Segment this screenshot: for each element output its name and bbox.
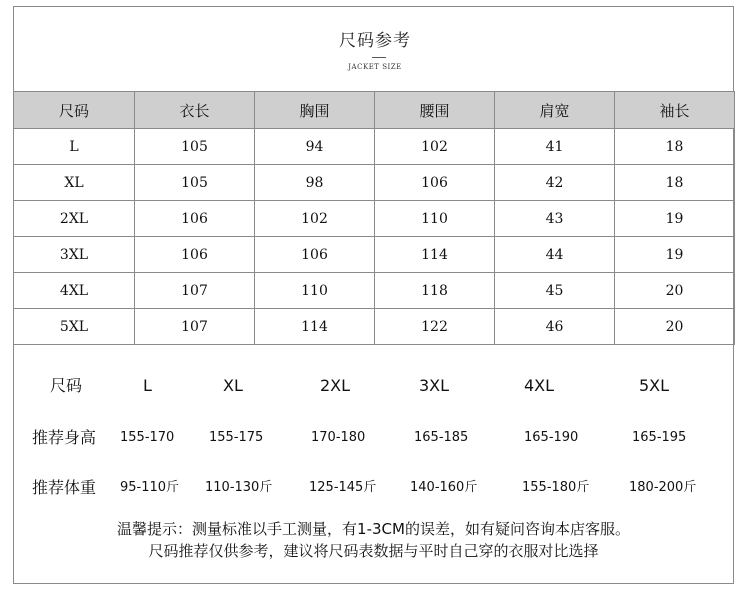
recommend-weight: 95-110斤 (120, 480, 180, 495)
cell: 110 (255, 273, 375, 309)
cell: 4XL (14, 273, 135, 309)
table-row (14, 273, 735, 309)
recommend-size: 2XL (320, 376, 351, 395)
cell: 42 (495, 165, 615, 201)
cell: 114 (375, 237, 495, 273)
recommend-size: 3XL (419, 376, 450, 395)
size-table (13, 91, 735, 345)
cell: 107 (135, 273, 255, 309)
cell: 19 (615, 237, 735, 273)
recommend-weight: 125-145斤 (309, 480, 377, 495)
recommend-weight-row (13, 473, 734, 503)
cell: 43 (495, 201, 615, 237)
cell: 122 (375, 309, 495, 345)
cell: 118 (375, 273, 495, 309)
table-row (14, 237, 735, 273)
notice-line-1: 温馨提示：测量标准以手工测量，有1-3CM的误差，如有疑问咨询本店客服。 (117, 520, 630, 538)
header-length: 衣长 (135, 92, 255, 129)
recommend-size: 4XL (524, 376, 555, 395)
title-divider (372, 57, 386, 58)
cell: 102 (375, 129, 495, 165)
recommend-size-label: 尺码 (50, 376, 83, 395)
cell: 114 (255, 309, 375, 345)
cell: 46 (495, 309, 615, 345)
recommend-weight-label: 推荐体重 (32, 478, 97, 497)
recommend-height: 155-170 (120, 430, 175, 445)
cell: 41 (495, 129, 615, 165)
recommend-weight: 155-180斤 (522, 480, 590, 495)
recommend-weight: 110-130斤 (205, 480, 273, 495)
size-table-header (14, 92, 735, 129)
header-chest: 胸围 (255, 92, 375, 129)
notice-line-2: 尺码推荐仅供参考，建议将尺码表数据与平时自己穿的衣服对比选择 (148, 542, 599, 560)
cell: 106 (255, 237, 375, 273)
header-waist: 腰围 (375, 92, 495, 129)
recommend-height: 165-195 (632, 430, 687, 445)
cell: 44 (495, 237, 615, 273)
table-row (14, 165, 735, 201)
cell: 106 (375, 165, 495, 201)
recommend-height: 155-175 (209, 430, 264, 445)
cell: 110 (375, 201, 495, 237)
cell: 106 (135, 237, 255, 273)
cell: L (14, 129, 135, 165)
cell: 3XL (14, 237, 135, 273)
recommend-height: 165-185 (414, 430, 469, 445)
recommend-height-label: 推荐身高 (32, 428, 97, 447)
cell: 19 (615, 201, 735, 237)
page-title: 尺码参考 (339, 31, 411, 51)
cell: XL (14, 165, 135, 201)
table-row (14, 201, 735, 237)
table-row (14, 309, 735, 345)
cell: 20 (615, 309, 735, 345)
recommend-size-row (13, 371, 734, 401)
cell: 5XL (14, 309, 135, 345)
cell: 102 (255, 201, 375, 237)
recommend-size: XL (223, 376, 243, 395)
recommend-height-row (13, 423, 734, 453)
page-subtitle: JACKET SIZE (348, 63, 402, 71)
cell: 105 (135, 129, 255, 165)
cell: 45 (495, 273, 615, 309)
cell: 18 (615, 165, 735, 201)
recommend-weight: 140-160斤 (410, 480, 478, 495)
recommend-weight: 180-200斤 (629, 480, 697, 495)
recommend-size: L (143, 376, 152, 395)
recommend-size: 5XL (639, 376, 670, 395)
header-sleeve: 袖长 (615, 92, 735, 129)
cell: 106 (135, 201, 255, 237)
cell: 105 (135, 165, 255, 201)
cell: 107 (135, 309, 255, 345)
header-size: 尺码 (14, 92, 135, 129)
header-shoulder: 肩宽 (495, 92, 615, 129)
recommend-height: 170-180 (311, 430, 366, 445)
table-row (14, 129, 735, 165)
recommend-height: 165-190 (524, 430, 579, 445)
cell: 18 (615, 129, 735, 165)
cell: 20 (615, 273, 735, 309)
cell: 98 (255, 165, 375, 201)
cell: 94 (255, 129, 375, 165)
cell: 2XL (14, 201, 135, 237)
